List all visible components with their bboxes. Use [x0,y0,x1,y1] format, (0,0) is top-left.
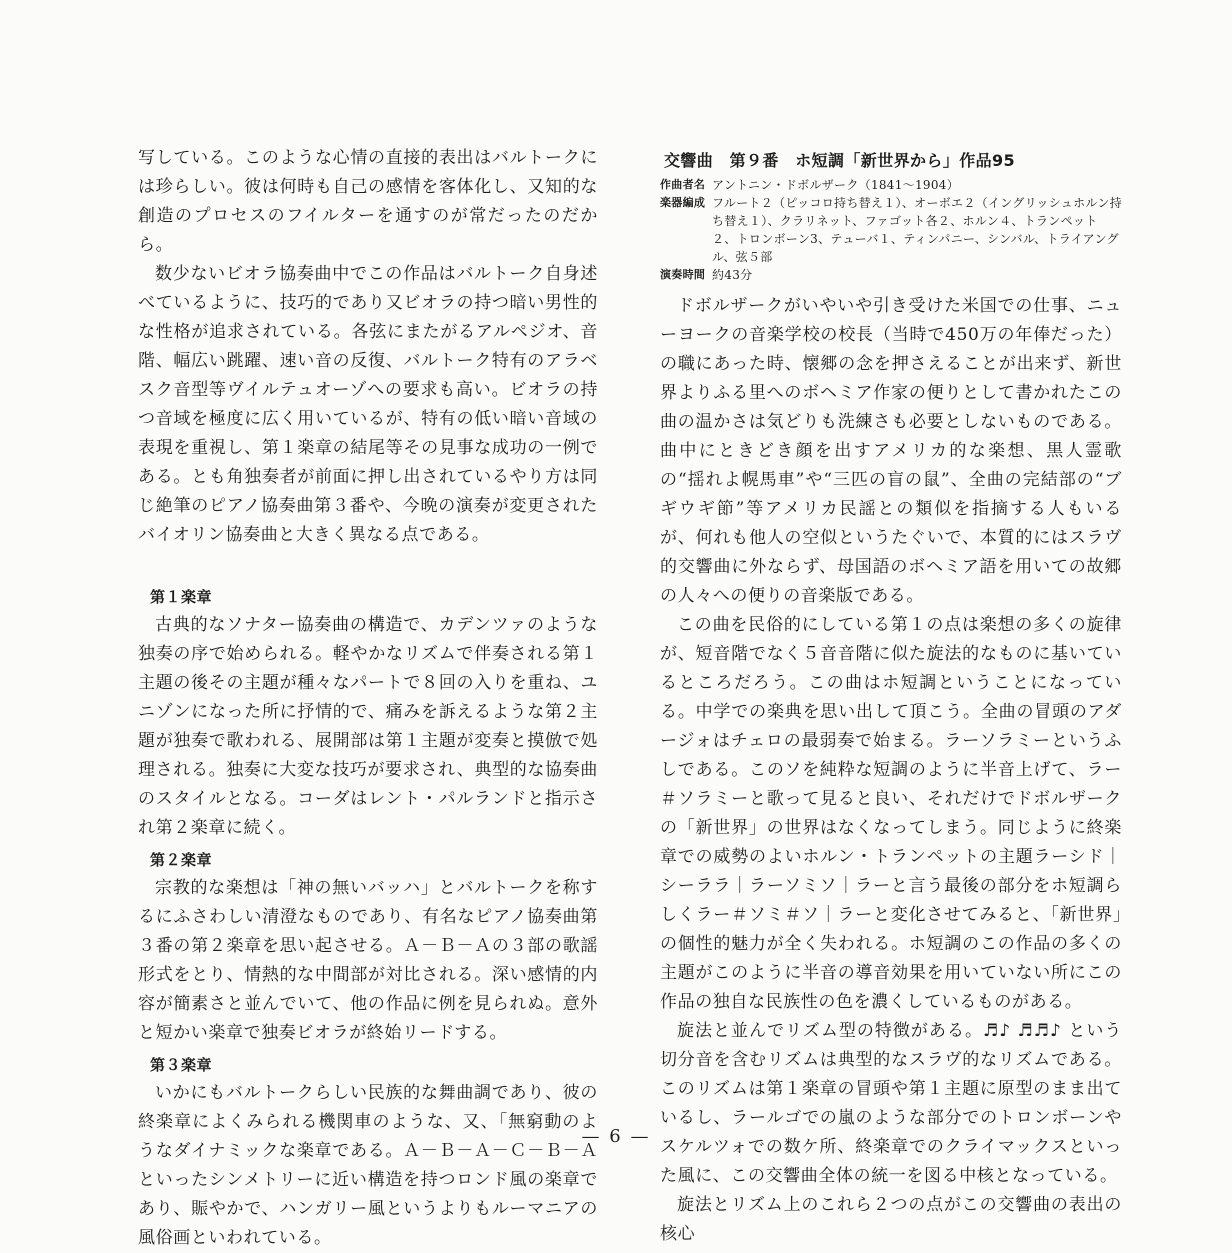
meta-value: 約43分 [712,268,753,282]
meta-row-instrumentation [660,194,1122,266]
meta-key: 作曲者名 [660,178,706,191]
meta-row-composer [660,176,1122,194]
left-column [138,144,598,1253]
meta-key: 楽器編成 [660,196,706,209]
meta-value: アントニン・ドボルザーク（1841～1904） [712,178,960,192]
body-paragraph-4: 旋法とリズム上のこれら２つの点がこの交響曲の表出の核心 [660,1195,1122,1244]
work-metadata [660,176,1122,284]
meta-value: フルート２（ピッコロ持ち替え１）、オーボエ２（イングリッシュホルン持ち替え１）、クラリネット、ファゴット各２、ホルン４、トランペット２、トロンボーン3、テューバ１、ティンパニー、シンバル、トライアングル、弦５部 [712,196,1122,264]
movement-3-text: いかにもバルトークらしい民族的な舞曲調であり、彼の終楽章によくみられる機関車のような、又、「無窮動のようなダイナミックな楽章である。Ａ－Ｂ－Ａ－Ｃ－Ｂ－Ａといったシンメトリーに近い構造を持つロンド風の楽章であり、賑やかで、ハンガリー風というよりもルーマニアの風俗画といわれている。 [138,1083,598,1248]
movement-3-heading: 第３楽章 [150,1056,213,1074]
body-paragraph-1: ドボルザークがいやいや引き受けた米国での仕事、ニューヨークの音楽学校の校長（当時で450万の年俸だった）の職にあった時、懐郷の念を押さえることが出来ず、新世界よりふる里へのボヘミア作家の便りとして書かれたこの曲の温かさは気どりも洗練さも必要としないものである。曲中にときどき顔を出すアメリカ的な楽想、黒人霊歌の“揺れよ幌馬車”や“三匹の盲の鼠”、全曲の完結部の“ブギウギ節”等アメリカ民謡との類似を指摘する人もいるが、何れも他人の空似というたぐいで、本質的にはスラヴ的交響曲に外ならず、母国語のボヘミア語を用いての故郷の人々への便りの音楽版である。 [660,296,1122,606]
movement-2-heading: 第２楽章 [150,851,213,869]
movement-2-text: 宗教的な楽想は「神の無いバッハ」とバルトークを称するにふさわしい清澄なものであり、有名なピアノ協奏曲第３番の第２楽章を思い起させる。Ａ－Ｂ－Ａの３部の歌謡形式をとり、情熱的な中間部が対比される。深い感情的内容が簡素さと並んでいて、他の作品に例を見られぬ。意外と短かい楽章で独奏ビオラが終始リードする。 [138,878,598,1043]
meta-key: 演奏時間 [660,268,706,281]
right-column [660,150,1122,1249]
body-paragraph-2: この曲を民俗的にしている第１の点は楽想の多くの旋律が、短音階でなく５音音階に似た旋法的なものに基いているところだろう。この曲はホ短調ということになっている。中学での楽典を思い出して頂こう。全曲の冒頭のアダージォはチェロの最弱奏で始まる。ラーソラミーというふしである。このソを純粋な短調のように半音上げて、ラー＃ソラミーと歌って見ると良い、それだけでドボルザークの「新世界」の世界はなくなってしまう。同じように終楽章での威勢のよいホルン・トランペットの主題ラーシド｜シーララ｜ラーソミソ｜ラーと言う最後の部分をホ短調らしくラー＃ソミ＃ソ｜ラーと変化させてみると、「新世界」の個性的魅力が全く失われる。ホ短調のこの作品の多くの主題がこのように半音の導音効果を用いていない所にこの作品の独自な民族性の色を濃くしているものがある。 [660,615,1122,1012]
meta-row-duration [660,266,1122,284]
intro-paragraph-1: 写している。このような心情の直接的表出はバルトークには珍らしい。彼は何時も自己の感情を客体化し、又知的な創造のプロセスのフイルターを通すのが常だったのだから。 [138,148,598,255]
page-number: — 6 — [581,1126,651,1147]
movement-1-heading: 第１楽章 [150,588,213,606]
intro-paragraph-2: 数少ないビオラ協奏曲中でこの作品はバルトーク自身述べているように、技巧的であり又ビオラの持つ暗い男性的な性格が追求されている。各弦にまたがるアルペジオ、音階、幅広い跳躍、速い音の反復、バルトーク特有のアラベスク音型等ヴイルテュオーゾへの要求も高い。ビオラの持つ音域を極度に広く用いているが、特有の低い暗い音域の表現を重視し、第１楽章の結尾等その見事な成功の一例である。とも角独奏者が前面に押し出されているやり方は同じ絶筆のピアノ協奏曲第３番や、今晩の演奏が変更されたバイオリン協奏曲と大きく異なる点である。 [138,264,598,545]
body-paragraph-3: 旋法と並んでリズム型の特徴がある。♬♪ ♬♬♪ という切分音を含むリズムは典型的なスラヴ的なリズムである。このリズムは第１楽章の冒頭や第１主題に原型のまま出ているし、ラールゴでの嵐のような部分でのトロンボーンやスケルツォでの数ケ所、終楽章でのクライマックスといった風に、この交響曲全体の統一を図る中核となっている。 [660,1021,1122,1186]
movement-1-text: 古典的なソナター協奏曲の構造で、カデンツァのような独奏の序で始められる。軽やかなリズムで伴奏される第１主題の後その主題が種々なパートで８回の入りを重ね、ユニゾンになった所に抒情的で、痛みを訴えるような第２主題が独奏で歌われる、展開部は第１主題が変奏と摸倣で処理される。独奏に大変な技巧が要求され、典型的な協奏曲のスタイルとなる。コーダはレント・パルランドと指示され第２楽章に続く。 [138,615,598,838]
work-title: 交響曲 第９番 ホ短調「新世界から」作品95 [664,151,1016,170]
